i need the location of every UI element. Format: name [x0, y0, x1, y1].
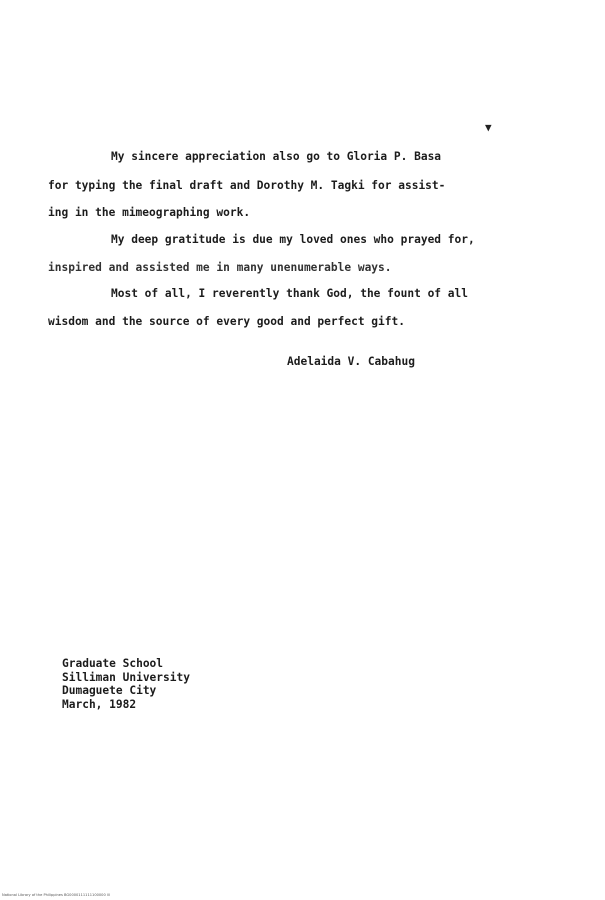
address-city: Dumaguete City	[62, 684, 157, 697]
address-date: March, 1982	[62, 697, 137, 711]
ack-line-7: wisdom and the source of every good and perfect gift.	[48, 315, 405, 328]
author-signature: Adelaida V. Cabahug	[287, 355, 415, 368]
scan-footer: National Library of the Philippines BG0000111111100000 lll	[2, 893, 110, 897]
address-block	[62, 657, 190, 711]
page-corner-mark: ▼	[485, 121, 492, 134]
ack-line-4: My deep gratitude is due my loved ones who prayed for,	[111, 233, 475, 246]
ack-line-6: Most of all, I reverently thank God, the fount of all	[111, 287, 468, 300]
address-university: Silliman University	[62, 670, 190, 684]
ack-line-2: for typing the final draft and Dorothy M. Tagki for assist-	[48, 179, 446, 192]
ack-line-3: ing in the mimeographing work.	[48, 206, 251, 219]
address-school: Graduate School	[62, 657, 164, 670]
ack-line-1: My sincere appreciation also go to Gloria P. Basa	[111, 150, 442, 163]
ack-line-5: inspired and assisted me in many unenumerable ways.	[48, 261, 392, 274]
